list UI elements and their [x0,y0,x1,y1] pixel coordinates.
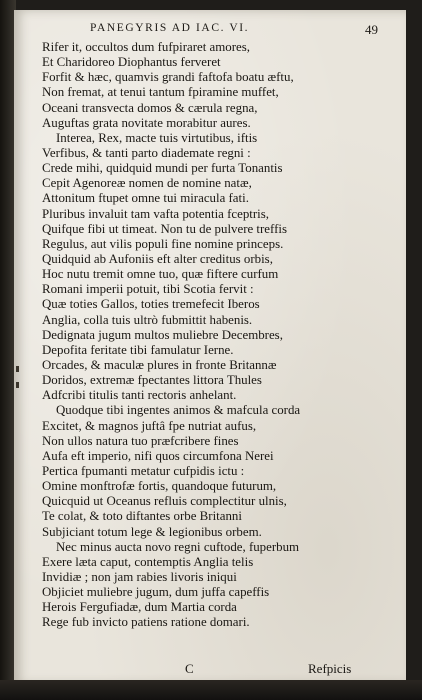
verse-line: Interea, Rex, macte tuis virtutibus, iftis [56,130,258,145]
verse-line: Crede mihi, quidquid mundi per furta Tonantis [42,161,283,176]
verse-line: Te colat, & toto diftantes orbe Britanni [42,509,242,524]
verse-line: Cepit Agenoreæ nomen de nomine natæ, [42,176,252,191]
verse-line: Adfcribi titulis tanti rectoris anhelant. [42,388,237,403]
verse-line: Non ullos natura tuo præfcribere fines [42,433,239,448]
verse-line: Hoc nutu tremit omne tuo, quæ fiftere curfum [42,267,279,282]
verse-line: Pluribus invaluit tam vafta potentia fceptris, [42,206,269,221]
verse-line: Forfit & hæc, quamvis grandi faftofa boatu æftu, [42,70,294,85]
verse-line: Oceani transvecta domos & cærula regna, [42,100,258,115]
margin-mark [16,382,19,388]
verse-line: Quidquid ab Aufoniis eft alter creditus orbis, [42,251,273,266]
verse-line: Orcades, & maculæ plures in fronte Britannæ [42,357,277,372]
verse-line: Rege fub invicto patiens ratione domari. [42,615,250,630]
verse-line: Anglia, colla tuis ultrò fubmittit habenis. [42,312,253,327]
verse-line: Dedignata jugum multos muliebre Decembres, [42,327,283,342]
catchword: Refpicis [308,661,352,676]
page-bottom-shadow [0,680,422,700]
verse-line: Depofita feritate tibi famulatur Ierne. [42,342,234,357]
signature-mark: C [185,661,194,676]
book-page [14,10,406,684]
verse-line: Regulus, aut vilis populi fine nomine princeps. [42,236,284,251]
verse-line: Quodque tibi ingentes animos & mafcula corda [56,403,301,418]
verse-line: Objiciet muliebre jugum, dum juffa capeffis [42,585,270,600]
verse-line: Nec minus aucta novo regni cuftode, fuperbum [56,539,300,554]
verse-line: Invidiæ ; non jam rabies livoris iniqui [42,569,237,584]
verse-line: Omine monftrofæ fortis, quandoque futurum, [42,479,277,494]
verse-line: Doridos, extremæ fpectantes littora Thules [42,373,262,388]
verse-line: Aufa eft imperio, nifi quos circumfona Nerei [42,448,274,463]
verse-line: Pertica fpumanti metatur cufpidis ictu : [42,463,245,478]
verse-line: Exere læta caput, contemptis Anglia telis [42,554,254,569]
verse-line: Et Charidoreo Diophantus ferveret [42,55,221,70]
verse-line: Quicquid ut Oceanus refluis complectitur ulnis, [42,494,287,509]
page-header [14,22,406,42]
page-footer [14,661,406,679]
margin-mark [16,366,19,372]
verse-line: Attonitum ftupet omne tui miracula fati. [42,191,249,206]
running-head: PANEGYRIS AD IAC. VI. [90,22,250,34]
page-number: 49 [365,22,378,37]
verse-line: Quifque fibi ut timeat. Non tu de pulvere treffis [42,221,287,236]
verse-line: Quæ toties Gallos, toties tremefecit Iberos [42,297,260,312]
verse-line: Herois Fergufiadæ, dum Martia corda [42,600,237,615]
left-margin-marks [14,10,30,684]
verse-line: Excitet, & magnos juftâ fpe nutriat aufus, [42,418,257,433]
verse-line: Verfibus, & tanti parto diademate regni : [42,145,251,160]
verse-line: Rifer it, occultos dum fufpiraret amores, [42,40,250,54]
verse-line: Romani imperii potuit, tibi Scotia fervit : [42,282,254,297]
verse-line: Auguftas grata novitate morabitur aures. [42,115,251,130]
verse-line: Non fremat, at tenui tantum fpiramine muffet, [42,85,279,100]
verse-line: Subjiciant totum lege & legionibus orbem. [42,524,262,539]
poem-text-block [42,40,392,630]
